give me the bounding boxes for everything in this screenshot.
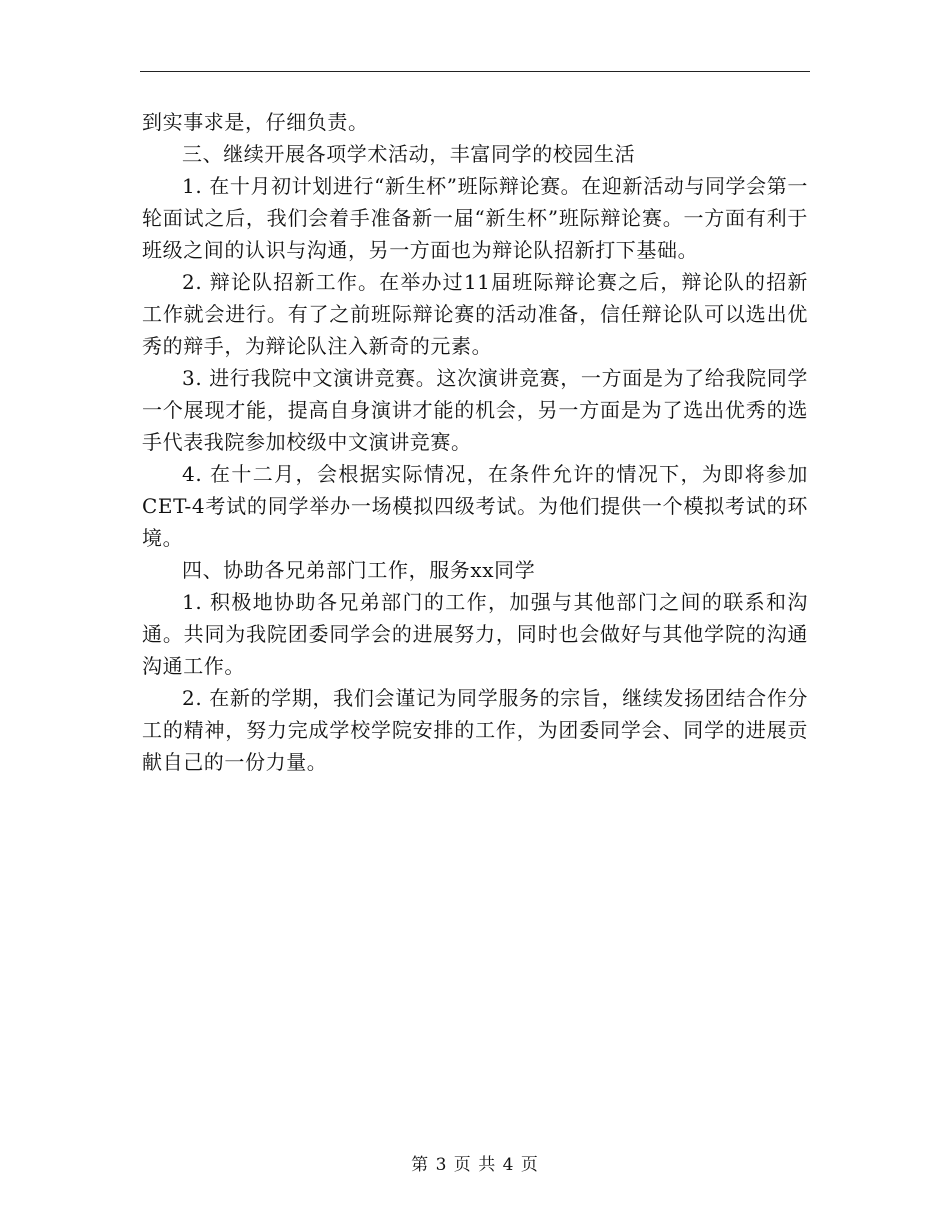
paragraph-continuation: 到实事求是，仔细负责。 (142, 110, 369, 134)
paragraph-item-1: 1. 在十月初计划进行“新生杯”班际辩论赛。在迎新活动与同学会第一轮面试之后，我们会着手准备新一届“新生杯”班际辩论赛。一方面有利于班级之间的认识与沟通，另一方面也为辩论队招新打下基础。 (142, 174, 808, 262)
page-number: 第 3 页 共 4 页 (411, 1155, 539, 1175)
paragraph-item-2b: 2. 在新的学期，我们会谨记为同学服务的宗旨，继续发扬团结合作分工的精神，努力完成学校学院安排的工作，为团委同学会、同学的进展贡献自己的一份力量。 (142, 686, 808, 774)
section-heading-4: 四、协助各兄弟部门工作，服务xx同学 (182, 558, 536, 582)
paragraph-item-3: 3. 进行我院中文演讲竞赛。这次演讲竞赛，一方面是为了给我院同学一个展现才能，提高自身演讲才能的机会，另一方面是为了选出优秀的选手代表我院参加校级中文演讲竞赛。 (142, 366, 808, 454)
header-rule (140, 71, 810, 72)
document-body (142, 106, 808, 778)
section-heading-3: 三、继续开展各项学术活动，丰富同学的校园生活 (182, 142, 636, 166)
paragraph-item-1b: 1. 积极地协助各兄弟部门的工作，加强与其他部门之间的联系和沟通。共同为我院团委同学会的进展努力，同时也会做好与其他学院的沟通沟通工作。 (142, 590, 808, 678)
paragraph-item-4: 4. 在十二月，会根据实际情况，在条件允许的情况下，为即将参加CET-4考试的同学举办一场模拟四级考试。为他们提供一个模拟考试的环境。 (142, 462, 808, 550)
paragraph-item-2: 2. 辩论队招新工作。在举办过11届班际辩论赛之后，辩论队的招新工作就会进行。有了之前班际辩论赛的活动准备，信任辩论队可以选出优秀的辩手，为辩论队注入新奇的元素。 (142, 270, 808, 358)
